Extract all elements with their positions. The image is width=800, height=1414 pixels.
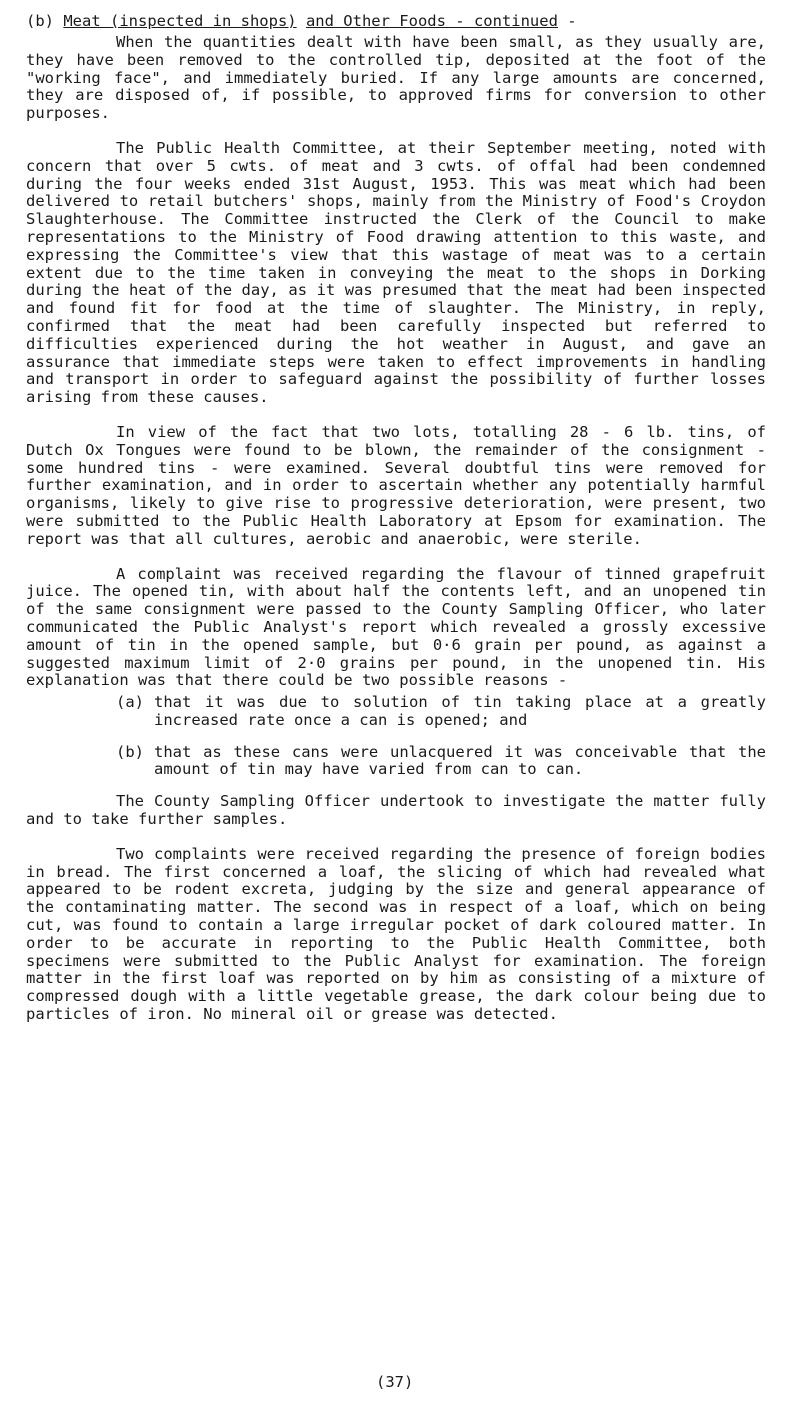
list-marker: (b) — [116, 742, 144, 761]
page-number: (37) — [376, 1373, 414, 1391]
list-marker: (a) — [116, 693, 144, 712]
paragraph-bread-complaints: Two complaints were received regarding the presence of foreign bodies in bread. The first concerned a loaf, the slicing of which had revealed what appeared to be rodent excreta, judging by the size and general appearance of the contaminating matter. The second was in respect of a loaf, which on being cut, was found to contain a large irregular pocket of dark coloured matter. In order to be accurate in reporting to the Public Health Committee, both specimens were submitted to the Public Analyst for examination. The foreign matter in the first loaf was reported on by him as consisting of a mixture of compressed dough with a little vegetable grease, the dark colour being due to particles of iron. No mineral oil or grease was detected. — [26, 844, 766, 1024]
reasons-list — [26, 694, 766, 779]
paragraph-grapefruit-juice: A complaint was received regarding the flavour of tinned grapefruit juice. The opened tin, with about half the contents left, and an unopened tin of the same consignment were passed to the County Sampling Officer, who later communicated the Public Analyst's report which revealed a grossly excessive amount of tin in the opened sample, but 0·6 grain per pound, as against a suggested maximum limit of 2·0 grains per pound, in the unopened tin. His explanation was that there could be two possible reasons - — [26, 564, 766, 690]
paragraph-condemned-meat: The Public Health Committee, at their September meeting, noted with concern that over 5 cwts. of meat and 3 cwts. of offal had been condemned during the four weeks ended 31st August, 1953. This was meat which had been delivered to retail butchers' shops, mainly from the Ministry of Food's Croydon Slaughterhouse. The Committee instructed the Clerk of the Council to make representations to the Ministry of Food drawing attention to this waste, and expressing the Committee's view that this wastage of meat was to a certain extent due to the time taken in conveying the meat to the shops in Dorking during the heat of the day, as it was presumed that the meat had been inspected and found fit for food at the time of slaughter. The Ministry, in reply, confirmed that the meat had been carefully inspected but referred to difficulties experienced during the hot weather in August, and gave an assurance that immediate steps were taken to effect improvements in handling and transport in order to safeguard against the possibility of further losses arising from these causes. — [26, 138, 766, 407]
list-item-text: that it was due to solution of tin taking place at a greatly increased rate once a can is opened; and — [154, 693, 766, 729]
document-page — [26, 10, 766, 1041]
list-item — [116, 694, 766, 730]
list-item — [116, 744, 766, 780]
paragraph-sampling-officer: The County Sampling Officer undertook to investigate the matter fully and to take further samples. — [26, 792, 766, 829]
heading-prefix: (b) — [26, 12, 64, 30]
list-item-text: that as these cans were unlacquered it was conceivable that the amount of tin may have varied from can to can. — [154, 742, 766, 779]
section-heading — [26, 10, 766, 32]
paragraph-disposal: When the quantities dealt with have been small, as they usually are, they have been removed to the controlled tip, deposited at the foot of the "working face", and immediately buried. If any large amounts are concerned, they are disposed of, if possible, to approved firms for conversion to other purposes. — [26, 33, 766, 123]
heading-title-part-1: Meat (inspected in shops) — [63, 12, 297, 30]
heading-spacer — [297, 12, 306, 30]
paragraph-ox-tongues: In view of the fact that two lots, totalling 28 - 6 lb. tins, of Dutch Ox Tongues were found to be blown, the remainder of the consignment - some hundred tins - were examined. Several doubtful tins were removed for further examination, and in order to ascertain whether any potentially harmful organisms, likely to give rise to progressive deterioration, were present, two were submitted to the Public Health Laboratory at Epsom for examination. The report was that all cultures, aerobic and anaerobic, were sterile. — [26, 422, 766, 548]
heading-suffix: - — [557, 12, 577, 30]
heading-title-part-2: and Other Foods - continued — [305, 12, 558, 30]
